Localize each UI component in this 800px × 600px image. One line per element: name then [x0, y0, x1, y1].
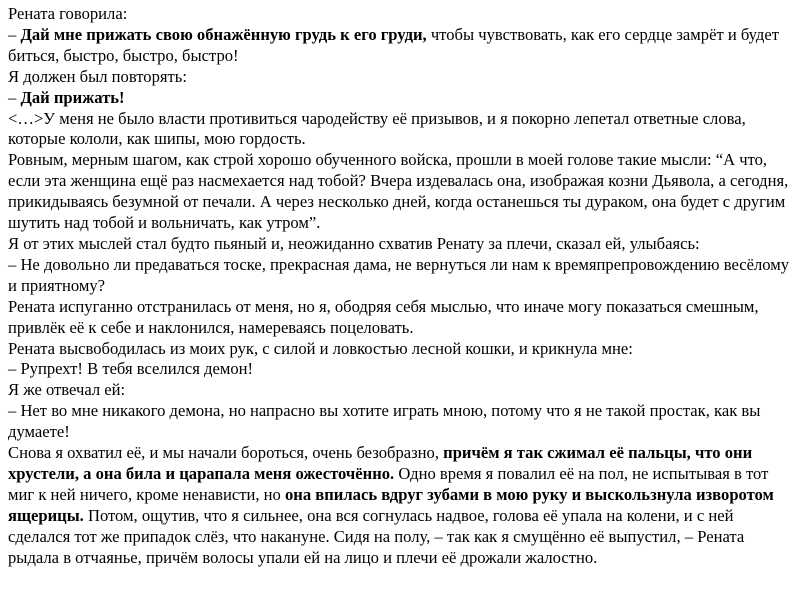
bold-phrase: она впилась вдруг зубами в мою руку и выскользнула изворотом ящерицы.	[8, 484, 774, 525]
paragraph	[8, 443, 796, 568]
paragraph	[8, 88, 796, 109]
paragraph: – Нет во мне никакого демона, но напрасно вы хотите играть мною, потому что я не такой простак, как вы думаете!	[8, 401, 761, 442]
paragraph: Я же отвечал ей:	[8, 380, 126, 400]
paragraph: Рената высвободилась из моих рук, с силой и ловкостью лесной кошки, и крикнула мне:	[8, 338, 633, 358]
paragraph: – Не довольно ли предаваться тоске, прекрасная дама, не вернуться ли нам к времяпрепровождению весёлому и приятному?	[8, 254, 790, 295]
bold-phrase: Дай прижать!	[20, 87, 125, 107]
paragraph	[8, 25, 796, 67]
document-body	[8, 4, 796, 568]
paragraph: Я от этих мыслей стал будто пьяный и, неожиданно схватив Ренату за плечи, сказал ей, улыбаясь:	[8, 233, 700, 253]
paragraph: Рената испуганно отстранилась от меня, но я, ободряя себя мыслью, что иначе могу показаться смешным, привлёк её к себе и наклонился, намереваясь поцеловать.	[8, 296, 759, 337]
text-run: Снова я охватил её, и мы начали бороться, очень безобразно,	[8, 443, 444, 463]
paragraph: <…>У меня не было власти противиться чародейству её призывов, и я покорно лепетал ответные слова, которые кололи, как шипы, мою гордость.	[8, 108, 746, 149]
paragraph: Рената говорила:	[8, 4, 128, 23]
dash-lead: –	[8, 87, 21, 107]
bold-phrase: Дай мне прижать свою обнажённую грудь к его груди,	[20, 24, 427, 44]
dash-lead: –	[8, 24, 21, 44]
bold-phrase: причём я так сжимал её пальцы, что они хрустели, а она била и царапала меня ожесточённо.	[8, 443, 753, 483]
text-run: чтобы чувствовать, как его сердце замрёт и будет биться, быстро, быстро, быстро!	[8, 24, 779, 65]
paragraph: – Рупрехт! В тебя вселился демон!	[8, 359, 254, 379]
text-run: Одно время я повалил её на пол, не испытывая в тот миг к ней ничего, кроме ненависти, но	[8, 463, 769, 504]
paragraph: Я должен был повторять:	[8, 66, 187, 86]
paragraph: Ровным, мерным шагом, как строй хорошо обученного войска, прошли в моей голове такие мысли: “А что, если эта женщина ещё раз насмехается над тобой? Вчера издевалась она, изображая козни Дьявола, а сегодня, прикидываясь безумной от печали. А через несколько дней, когда останешься ты дураком, она будет с другим шутить над тобой и вольничать, как утром”.	[8, 150, 789, 233]
text-run: Потом, ощутив, что я сильнее, она вся согнулась надвое, голова её упала на колени, и с ней сделался тот же припадок слёз, что накануне. Сидя на полу, – так как я смущённо её выпустил, – Рената рыдала в отчаянье, причём волосы упали ей на лицо и плечи её дрожали жалостно.	[8, 505, 745, 567]
